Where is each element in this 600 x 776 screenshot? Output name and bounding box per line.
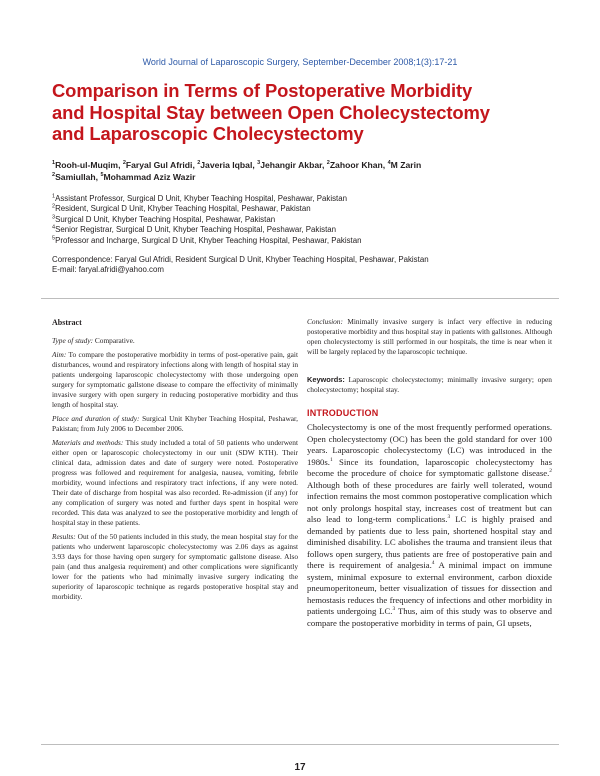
intro-text: Although both of these procedures are fairly well tolerated, wound infection remains the most common postoperative complication which not only prolongs hospital stay, increases cost of treatment but can also lead to long-term complications. (307, 479, 552, 524)
affiliation-text: Surgical D Unit, Khyber Teaching Hospital, Peshawar, Pakistan (55, 214, 276, 224)
author-name: Jehangir Akbar, (260, 160, 327, 170)
type-label: Type of study: (52, 335, 94, 345)
results-text: Out of the 50 patients included in this study, the mean hospital stay for the patients who underwent laparoscopic cholecystectomy was 2.06 days as against 3.93 days for those having open surgery for symptomatic gallstone disease. Also pain (and thus analgesia requirement) and other complications were significantly lower for the patients who had minimally invasive surgery indicating the superiority of laparoscopic technique as regards postoperative hospital stay and morbidity. (52, 531, 298, 601)
keywords-label: Keywords: (307, 375, 345, 384)
author-name: M Zarin (390, 160, 422, 170)
citation-ref: 1 (329, 456, 333, 463)
affiliation-sup: 1 (52, 193, 56, 200)
author-line (52, 172, 552, 184)
affiliation-item (52, 204, 552, 214)
top-divider (41, 298, 559, 299)
author-line (52, 160, 552, 172)
methods-label: Materials and methods: (52, 438, 124, 448)
conclusion-label: Conclusion: (307, 317, 343, 326)
keywords-text: Laparoscopic cholecystectomy; minimally invasive surgery; open cholecystectomy; hospital stay. (307, 375, 552, 394)
journal-header: World Journal of Laparoscopic Surgery, September-December 2008;1(3):17-21 (142, 57, 458, 67)
introduction-body (307, 422, 552, 629)
author-sup: 1 (52, 160, 56, 167)
author-sup: 5 (100, 171, 104, 178)
citation-ref: 3 (392, 606, 396, 613)
affiliation-item (52, 215, 552, 225)
citation-ref: 2 (549, 468, 552, 475)
author-sup: 3 (257, 160, 261, 167)
results-label: Results: (52, 531, 76, 541)
title-line: and Hospital Stay between Open Cholecystectomy (52, 101, 490, 123)
abstract-place (52, 414, 298, 434)
abstract-conclusion-block (307, 317, 552, 361)
aim-text: To compare the postoperative morbidity in terms of post-operative pain, gait disturbances, wound and respiratory infections along with length of hospital stay in patients undergoing laparoscopic cholecystectomy with those undergoing open surgery for symptomatic gallstone disease to compare the effectivity of minimally invasive surgery with open surgery in reducing postoperative morbidity and thus length of hospital stay. (52, 350, 298, 409)
citation-ref: 4 (431, 560, 435, 567)
introduction-heading: INTRODUCTION (307, 408, 379, 418)
affiliation-text: Resident, Surgical D Unit, Khyber Teaching Hospital, Peshawar, Pakistan (55, 204, 311, 214)
affiliation-sup: 5 (52, 235, 56, 241)
affiliation-text: Senior Registrar, Surgical D Unit, Khyber Teaching Hospital, Peshawar, Pakistan (55, 225, 337, 235)
affiliation-sup: 2 (52, 203, 56, 210)
bottom-divider (41, 744, 559, 745)
email-link[interactable]: E-mail: faryal.afridi@yahoo.com (52, 265, 164, 275)
author-sup: 4 (387, 160, 391, 167)
author-sup: 2 (326, 160, 330, 167)
affiliation-item (52, 236, 552, 246)
author-name: Samiullah, (55, 171, 101, 182)
methods-text: This study included a total of 50 patients who underwent either open or laparoscopic cholecystectomy in our unit (SDW KTH). Their clinical data, admission dates and date of surgery were noted. Postoperative progress was followed and requirement for analgesia, nausea, vomiting, febrile morbidity, wound infections and respiratory tract infections, if any were noted. Their date of discharge from hospital was also recorded. Re-admission (if any) for any complication of surgery was noted and further days spent in hospital were recorded. This data was analyzed to see the postoperative morbidity and length of hospital stay in these patients. (52, 438, 298, 527)
type-text: Comparative. (93, 335, 135, 345)
author-name: Mohammad Aziz Wazir (103, 171, 196, 182)
abstract-column (52, 318, 298, 606)
author-name: Zahoor Khan, (329, 160, 388, 170)
affiliation-sup: 4 (52, 224, 56, 231)
affiliation-item (52, 225, 552, 235)
conclusion-text: Minimally invasive surgery is infact very effective in reducing postoperative morbidity and thus hospital stay in patients with gallstones. Although open cholecystectomy is still performed in our hospitals, the time is near when it will be largely replaced by the laparoscopic technique. (307, 317, 552, 356)
intro-text: LC is highly praised and demanded by patients due to less pain, shortened hospital stay and diminished disability. LC abolishes the trauma and transient ileus that follows open surgery, thus patients are free of postoperative pain and there is requirement of analgesia. (307, 514, 553, 570)
author-name: Javeria Iqbal, (200, 160, 258, 170)
citation-ref: 3 (447, 514, 451, 521)
aim-label: Aim: (52, 350, 67, 360)
abstract-conclusion (307, 317, 552, 357)
author-sup: 2 (197, 160, 201, 167)
title-line: Comparison in Terms of Postoperative Morbidity (52, 80, 473, 101)
correspondence-block (52, 255, 552, 276)
abstract-type (52, 336, 298, 346)
abstract-results (52, 532, 298, 602)
title-line: and Laparoscopic Cholecystectomy (52, 123, 364, 144)
author-list (52, 160, 552, 183)
affiliation-text: Professor and Incharge, Surgical D Unit, Khyber Teaching Hospital, Peshawar, Pakistan (55, 235, 362, 245)
author-sup: 2 (122, 160, 126, 167)
intro-text: Cholecystectomy is one of the most frequently performed operations. Open cholecystectomy (OC) has been the gold standard for over 100 years. Laparoscopic cholecystectomy (LC) was introduced in the 1980s. (307, 422, 552, 467)
article-title (52, 80, 552, 145)
abstract-aim (52, 350, 298, 410)
keywords-block (307, 375, 552, 395)
author-name: Rooh-ul-Muqim, (55, 160, 123, 170)
affiliation-sup: 3 (52, 214, 56, 221)
page-number: 17 (294, 762, 306, 773)
place-text: Surgical Unit Khyber Teaching Hospital, Peshawar, Pakistan; from July 2006 to December 2006. (52, 414, 298, 433)
author-sup: 2 (52, 171, 56, 178)
intro-text: Since its foundation, laparoscopic cholecystectomy has become the procedure of choice for symptomatic gallstone disease. (307, 456, 552, 478)
intro-text: Thus, aim of this study was to observe and compare the postoperative morbidity in terms of pain, GI upsets, (307, 606, 552, 628)
affiliation-list (52, 194, 552, 246)
introduction-paragraph (307, 422, 552, 629)
affiliation-text: Assistant Professor, Surgical D Unit, Khyber Teaching Hospital, Peshawar, Pakistan (55, 194, 348, 203)
intro-text: A minimal impact on immune system, minimal exposure to external environment, carbon dioxide pneumoperitoneum, better visualization of tissues for dissection and hemostasis reduces the frequency of infections and other morbidity in patients undergoing LC. (307, 560, 552, 616)
abstract-methods (52, 438, 298, 528)
author-name: Faryal Gul Afridi, (125, 160, 198, 170)
affiliation-item (52, 194, 552, 204)
abstract-heading: Abstract (52, 318, 82, 327)
place-label: Place and duration of study: (52, 414, 140, 423)
correspondence-line: Correspondence: Faryal Gul Afridi, Resident Surgical D Unit, Khyber Teaching Hospital, Peshawar, Pakistan (52, 255, 429, 264)
